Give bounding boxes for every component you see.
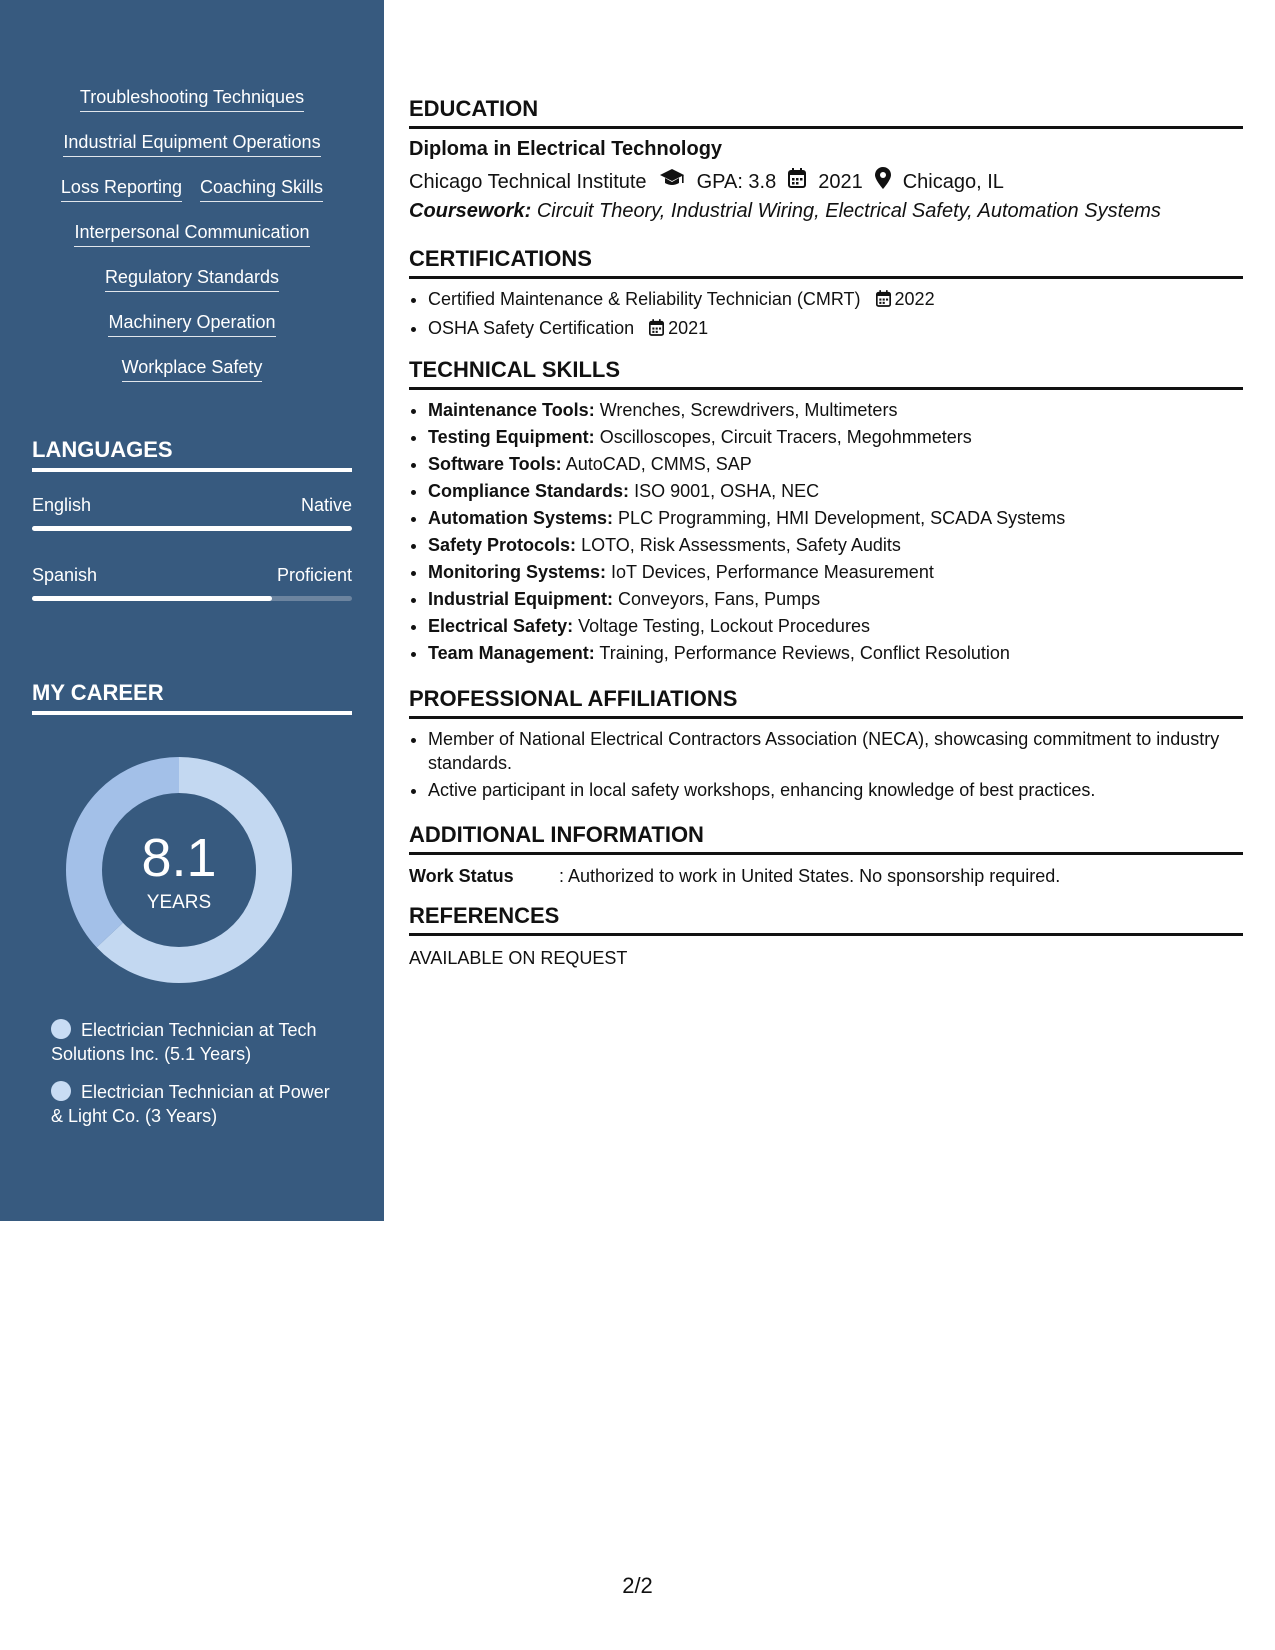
- certification-name: OSHA Safety Certification: [428, 318, 635, 338]
- coursework-label: Coursework:: [409, 200, 532, 222]
- language-english: [32, 494, 352, 531]
- skill-tag: Coaching Skills: [200, 176, 323, 202]
- skill-category: Safety Protocols:: [428, 535, 577, 555]
- language-bar-fill: [32, 596, 272, 601]
- list-item: [428, 613, 1228, 640]
- career-item: [51, 1018, 341, 1066]
- language-level: Proficient: [276, 565, 352, 585]
- language-bar: [32, 596, 352, 601]
- skill-category: Automation Systems:: [428, 508, 614, 528]
- education-gpa: GPA: 3.8: [696, 170, 777, 193]
- list-item: [428, 478, 1228, 505]
- calendar-icon: [876, 288, 891, 315]
- list-item: [428, 451, 1228, 478]
- sidebar: [0, 0, 384, 1221]
- list-item: [428, 559, 1228, 586]
- language-bar: [32, 526, 352, 531]
- skill-row: [0, 86, 384, 131]
- technical-skills-heading: TECHNICAL SKILLS: [409, 357, 1243, 390]
- list-item: [428, 505, 1228, 532]
- skills-list: [0, 86, 384, 401]
- skill-values: PLC Programming, HMI Development, SCADA Systems: [618, 508, 1066, 528]
- references-heading: REFERENCES: [409, 903, 1243, 936]
- list-item: [428, 397, 1228, 424]
- skill-tag: Interpersonal Communication: [74, 221, 309, 247]
- map-pin-icon: [875, 167, 891, 196]
- legend-dot-icon: [51, 1019, 71, 1039]
- education-degree: Diploma in Electrical Technology: [409, 138, 723, 160]
- career-heading: MY CAREER: [32, 680, 352, 715]
- affiliations-heading: PROFESSIONAL AFFILIATIONS: [409, 686, 1243, 719]
- skill-tag: Loss Reporting: [61, 176, 182, 202]
- work-status: [409, 864, 1060, 888]
- skill-values: IoT Devices, Performance Measurement: [611, 562, 934, 582]
- education-heading: EDUCATION: [409, 96, 1243, 129]
- skill-row: [0, 221, 384, 266]
- skill-category: Maintenance Tools:: [428, 400, 595, 420]
- affiliations-list: [409, 727, 1228, 805]
- languages-heading: LANGUAGES: [32, 437, 352, 472]
- education-location: Chicago, IL: [902, 170, 1004, 193]
- certification-year: 2022: [894, 289, 935, 309]
- skill-tag: Regulatory Standards: [105, 266, 279, 292]
- work-status-label: Work Status: [409, 866, 514, 886]
- skill-tag: Workplace Safety: [122, 356, 263, 382]
- education-year: 2021: [818, 170, 863, 193]
- page-number: 2/2: [622, 1573, 653, 1598]
- calendar-icon: [649, 317, 664, 344]
- coursework-value: Circuit Theory, Industrial Wiring, Electrical Safety, Automation Systems: [536, 200, 1161, 222]
- education-details: [409, 167, 1004, 196]
- certification-year: 2021: [668, 318, 709, 338]
- list-item: [428, 424, 1228, 451]
- skill-category: Team Management:: [428, 643, 595, 663]
- skill-category: Compliance Standards:: [428, 481, 630, 501]
- list-item: [428, 532, 1228, 559]
- list-item: [428, 315, 1228, 344]
- calendar-icon: [788, 168, 806, 195]
- additional-info-heading: ADDITIONAL INFORMATION: [409, 822, 1243, 855]
- skill-category: Monitoring Systems:: [428, 562, 607, 582]
- language-level: Native: [300, 495, 352, 515]
- certification-name: Certified Maintenance & Reliability Technician (CMRT): [428, 289, 861, 309]
- skill-category: Software Tools:: [428, 454, 562, 474]
- skill-tag: Machinery Operation: [108, 311, 275, 337]
- language-spanish: [32, 564, 352, 601]
- skill-values: Oscilloscopes, Circuit Tracers, Megohmmeters: [599, 427, 972, 447]
- list-item: [428, 586, 1228, 613]
- language-name: English: [32, 495, 92, 515]
- technical-skills-list: [409, 397, 1228, 667]
- skill-values: Training, Performance Reviews, Conflict Resolution: [599, 643, 1010, 663]
- list-item: [428, 286, 1228, 315]
- skill-tag: Industrial Equipment Operations: [63, 131, 320, 157]
- certifications-heading: CERTIFICATIONS: [409, 246, 1243, 279]
- skill-tag: Troubleshooting Techniques: [80, 86, 304, 112]
- skill-category: Testing Equipment:: [428, 427, 595, 447]
- work-status-value: : Authorized to work in United States. No sponsorship required.: [559, 866, 1061, 886]
- education-coursework: [409, 198, 1161, 224]
- skill-category: Electrical Safety:: [428, 616, 574, 636]
- skill-values: Wrenches, Screwdrivers, Multimeters: [599, 400, 898, 420]
- language-name: Spanish: [32, 565, 98, 585]
- skill-row: [0, 131, 384, 176]
- skill-row: [0, 176, 384, 221]
- career-item-label: Electrician Technician at Power & Light Co. (3 Years): [51, 1082, 330, 1126]
- career-years-unit: YEARS: [146, 892, 212, 913]
- language-bar-fill: [32, 526, 352, 531]
- skill-category: Industrial Equipment:: [428, 589, 614, 609]
- skill-row: [0, 266, 384, 311]
- career-item-label: Electrician Technician at Tech Solutions Inc. (5.1 Years): [51, 1020, 317, 1064]
- skill-row: [0, 311, 384, 356]
- list-item: [428, 640, 1228, 667]
- graduation-cap-icon: [659, 168, 685, 195]
- skill-values: Conveyors, Fans, Pumps: [618, 589, 821, 609]
- legend-dot-icon: [51, 1081, 71, 1101]
- education-institute: Chicago Technical Institute: [409, 170, 647, 193]
- list-item: • Member of National Electrical Contractors Association (NECA), showcasing commitment to industry standards.: [428, 727, 1228, 775]
- skill-row: [0, 356, 384, 401]
- skill-values: Voltage Testing, Lockout Procedures: [578, 616, 870, 636]
- certifications-list: [409, 286, 1228, 344]
- career-item: [51, 1080, 341, 1128]
- skill-values: AutoCAD, CMMS, SAP: [565, 454, 752, 474]
- career-total-years: 8.1: [141, 828, 217, 888]
- skill-values: LOTO, Risk Assessments, Safety Audits: [581, 535, 901, 555]
- references-text: AVAILABLE ON REQUEST: [409, 948, 628, 968]
- list-item: • Active participant in local safety workshops, enhancing knowledge of best practices.: [428, 778, 1228, 802]
- skill-values: ISO 9001, OSHA, NEC: [634, 481, 820, 501]
